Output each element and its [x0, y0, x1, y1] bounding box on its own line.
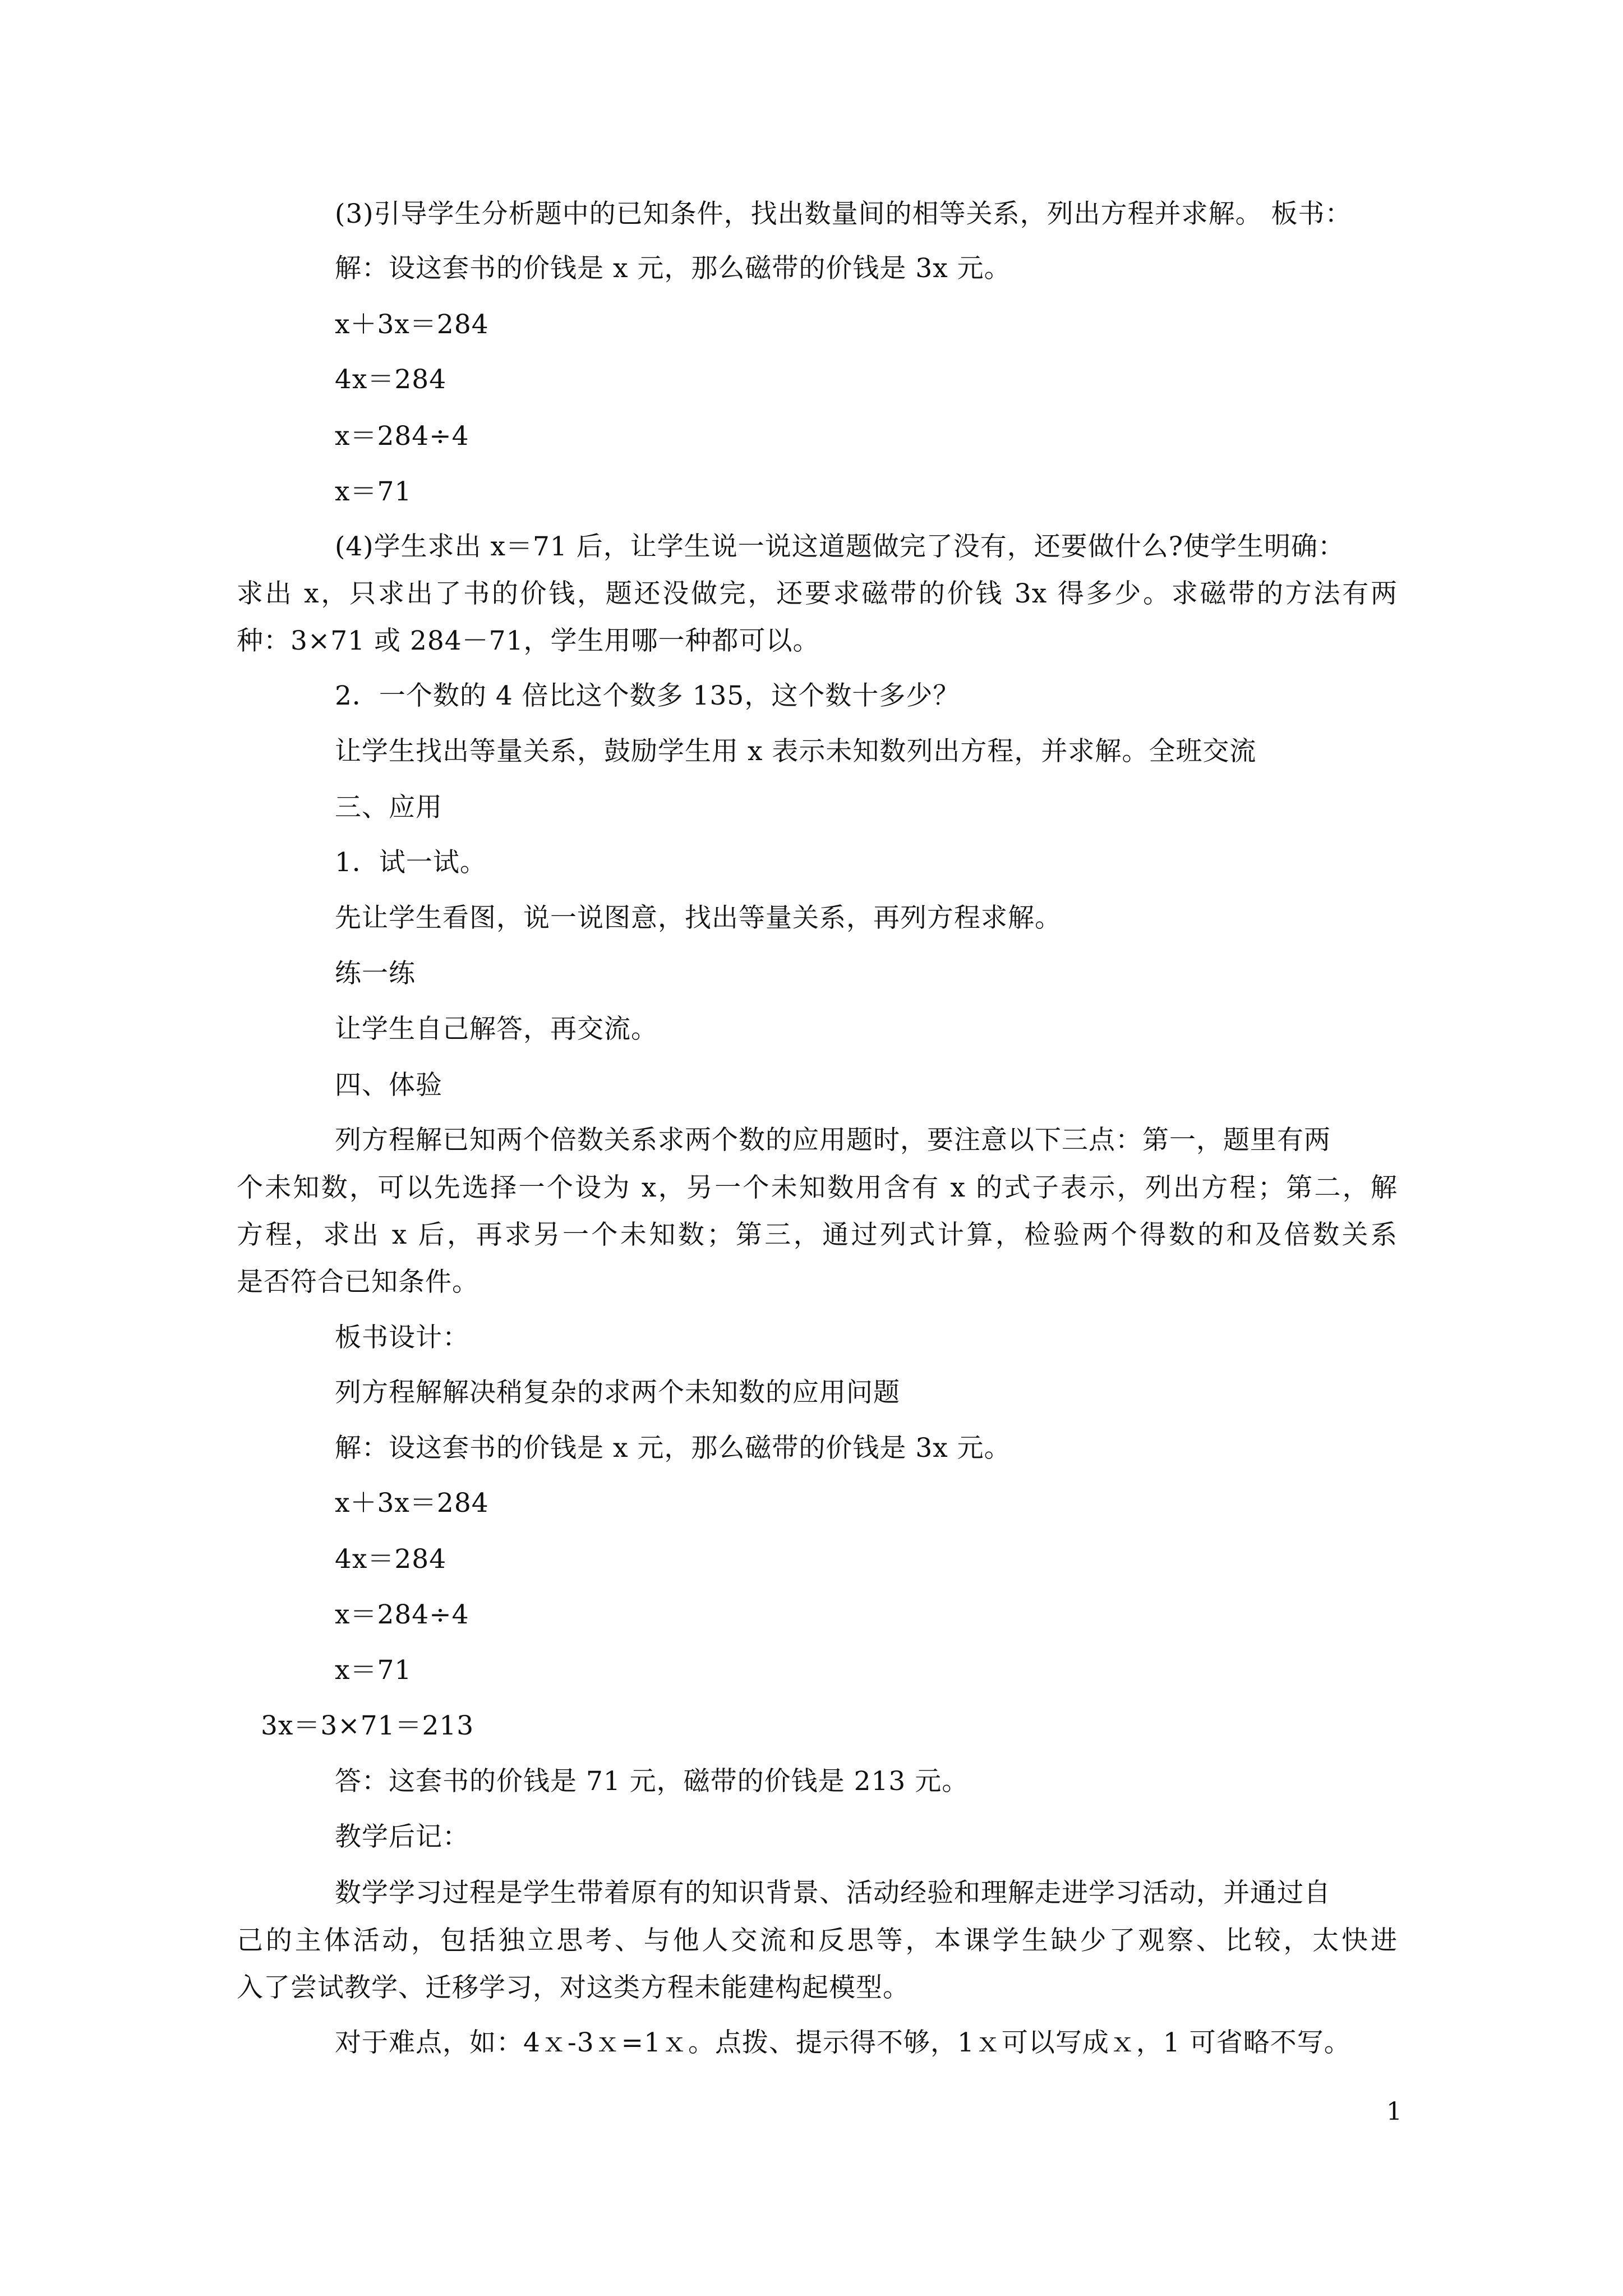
equation-line: x＋3x＝284 [335, 1488, 489, 1519]
section-heading: 三、应用 [335, 792, 442, 823]
text-line: 解：设这套书的价钱是 x 元，那么磁带的价钱是 3x 元。 [335, 253, 1011, 284]
equation-line: x＝284÷4 [335, 421, 469, 452]
text-line: 1．试一试。 [335, 847, 487, 878]
text-line: 列方程解已知两个倍数关系求两个数的应用题时，要注意以下三点：第一，题里有两 [335, 1125, 1331, 1156]
equation-line: x＝71 [335, 476, 412, 507]
text-line: 让学生找出等量关系，鼓励学生用 x 表示未知数列出方程，并求解。全班交流 [335, 736, 1257, 767]
text-line: 对于难点，如：4ｘ-3ｘ=1ｘ。点拨、提示得不够，1ｘ可以写成ｘ，1 可省略不写。 [335, 2027, 1351, 2058]
equation-line: x＝284÷4 [335, 1599, 469, 1630]
text-line: 个未知数，可以先选择一个设为 x，另一个未知数用含有 x 的式子表示，列出方程；第二，解 [237, 1172, 1398, 1203]
text-line: 板书设计： [335, 1322, 469, 1353]
text-line: 解：设这套书的价钱是 x 元，那么磁带的价钱是 3x 元。 [335, 1433, 1011, 1464]
text-line: (4)学生求出 x＝71 后，让学生说一说这道题做完了没有，还要做什么?使学生明确： [335, 531, 1345, 562]
text-line: 2．一个数的 4 倍比这个数多 135，这个数十多少？ [335, 680, 960, 711]
text-line: 答：这套书的价钱是 71 元，磁带的价钱是 213 元。 [335, 1766, 969, 1797]
text-line: 己的主体活动，包括独立思考、与他人交流和反思等，本课学生缺少了观察、比较，太快进 [237, 1925, 1398, 1956]
text-line: 列方程解解决稍复杂的求两个未知数的应用问题 [335, 1377, 900, 1408]
text-line: 先让学生看图，说一说图意，找出等量关系，再列方程求解。 [335, 903, 1062, 933]
text-line: 求出 x，只求出了书的价钱，题还没做完，还要求磁带的价钱 3x 得多少。求磁带的方法有两 [237, 578, 1398, 609]
equation-line: 4x＝284 [335, 364, 447, 395]
text-line: (3)引导学生分析题中的已知条件，找出数量间的相等关系，列出方程并求解。 板书： [335, 199, 1352, 229]
text-line: 练一练 [335, 958, 416, 989]
equation-line: 4x＝284 [335, 1544, 447, 1575]
text-line: 种：3×71 或 284－71，学生用哪一种都可以。 [237, 625, 820, 656]
equation-line: x＝71 [335, 1655, 412, 1686]
text-line: 方程，求出 x 后，再求另一个未知数；第三，通过列式计算，检验两个得数的和及倍数关系 [237, 1220, 1398, 1250]
text-line: 数学学习过程是学生带着原有的知识背景、活动经验和理解走进学习活动，并通过自 [335, 1878, 1331, 1908]
page-number: 1 [1386, 2097, 1402, 2126]
section-heading: 四、体验 [335, 1070, 442, 1101]
text-line: 教学后记： [335, 1821, 469, 1852]
text-line: 入了尝试教学、迁移学习，对这类方程未能建构起模型。 [237, 1972, 910, 2003]
text-line: 是否符合已知条件。 [237, 1267, 479, 1297]
text-line: 让学生自己解答，再交流。 [335, 1014, 658, 1045]
equation-line: 3x＝3×71＝213 [261, 1710, 474, 1741]
equation-line: x＋3x＝284 [335, 309, 489, 340]
